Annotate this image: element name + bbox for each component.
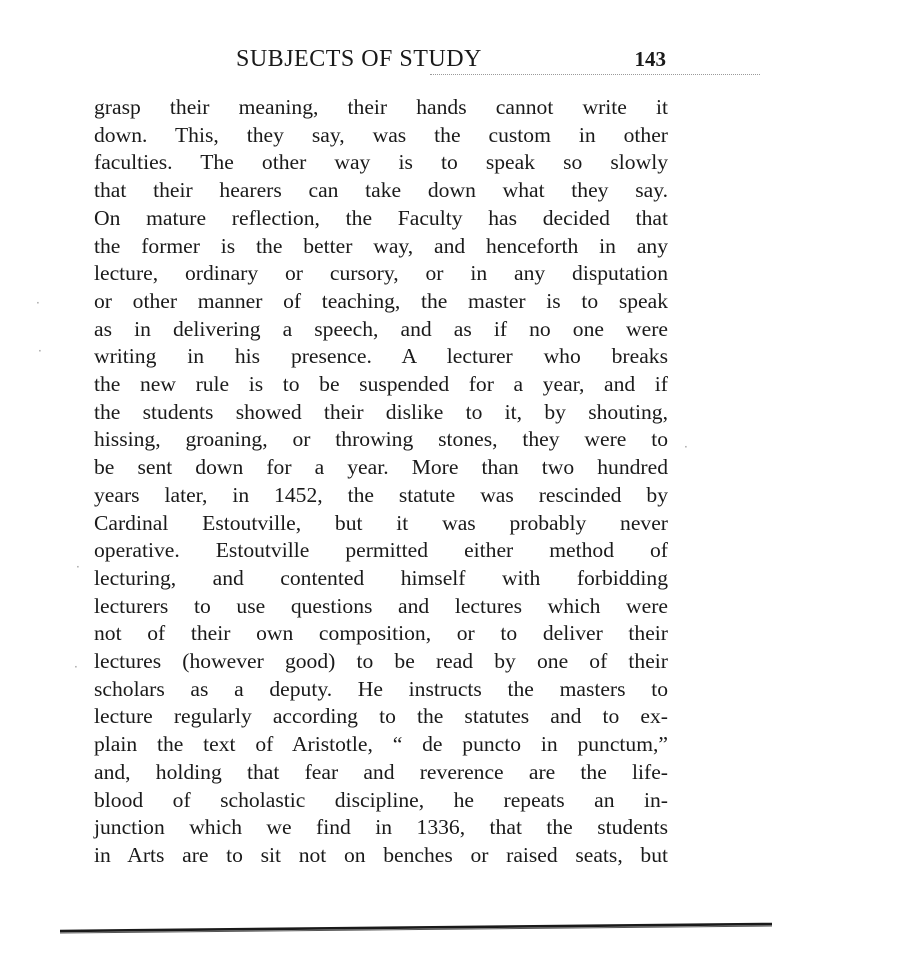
text-line: lecture regularly according to the statutes and to ex-	[94, 704, 668, 729]
text-line: and, holding that fear and reverence are the life-	[94, 759, 668, 784]
text-line: blood of scholastic discipline, he repeats an in-	[94, 787, 668, 812]
scan-speck: ·	[76, 560, 80, 574]
page-number: 143	[634, 47, 666, 71]
text-line: faculties. The other way is to speak so slowly	[94, 150, 668, 175]
body-text	[94, 94, 668, 870]
text-line: On mature reflection, the Faculty has decided that	[94, 205, 668, 230]
text-line: in Arts are to sit not on benches or raised seats, but	[94, 842, 668, 867]
text-line: writing in his presence. A lecturer who breaks	[94, 344, 668, 369]
text-line: grasp their meaning, their hands cannot write it	[94, 95, 668, 119]
text-line: junction which we find in 1336, that the students	[94, 815, 668, 840]
bottom-edge-rule	[60, 921, 772, 935]
scan-speck: ·	[38, 344, 42, 358]
scan-speck: ·	[684, 440, 688, 454]
text-line: lectures (however good) to be read by one of their	[94, 649, 668, 674]
text-line: Cardinal Estoutville, but it was probably never	[94, 510, 668, 535]
text-line: be sent down for a year. More than two hundred	[94, 455, 668, 480]
running-head	[236, 46, 666, 76]
text-line: the students showed their dislike to it, by shouting,	[94, 399, 668, 424]
scan-speck: ·	[74, 660, 78, 674]
text-line: the new rule is to be suspended for a year, and if	[94, 372, 668, 397]
text-line: years later, in 1452, the statute was rescinded by	[94, 482, 668, 507]
text-line: down. This, they say, was the custom in other	[94, 122, 668, 147]
text-line: plain the text of Aristotle, “ de puncto in punctum,”	[94, 732, 668, 757]
text-line: that their hearers can take down what they say.	[94, 178, 668, 203]
scan-speck: ·	[36, 296, 40, 310]
text-line: hissing, groaning, or throwing stones, they were to	[94, 427, 668, 452]
text-line: lecturers to use questions and lectures which were	[94, 593, 668, 618]
text-line: or other manner of teaching, the master is to speak	[94, 288, 668, 313]
text-line: lecturing, and contented himself with forbidding	[94, 565, 668, 590]
header-dotted-rule	[430, 74, 760, 75]
text-line: the former is the better way, and henceforth in any	[94, 233, 668, 258]
text-line: lecture, ordinary or cursory, or in any disputation	[94, 261, 668, 286]
running-title: SUBJECTS OF STUDY	[236, 46, 482, 72]
text-line: not of their own composition, or to deliver their	[94, 621, 668, 646]
text-line: scholars as a deputy. He instructs the masters to	[94, 676, 668, 701]
text-line: operative. Estoutville permitted either method of	[94, 538, 668, 563]
text-line: as in delivering a speech, and as if no one were	[94, 316, 668, 341]
